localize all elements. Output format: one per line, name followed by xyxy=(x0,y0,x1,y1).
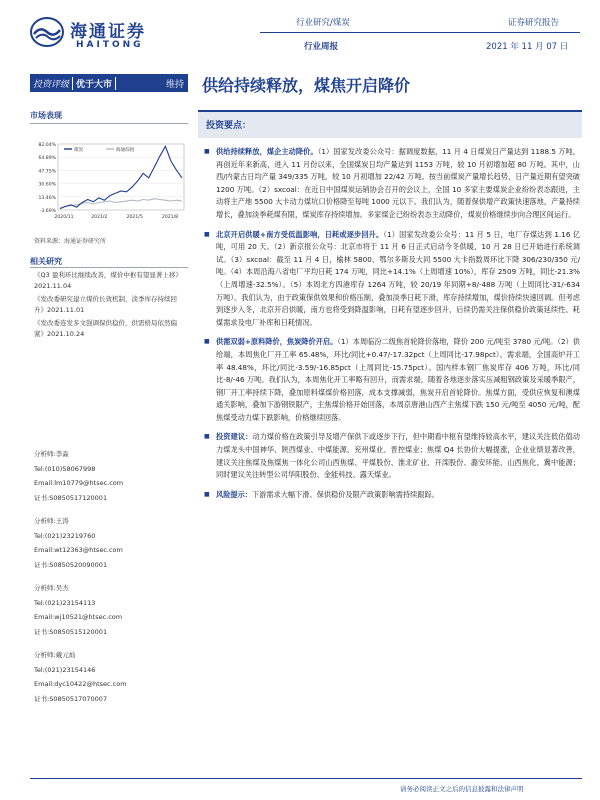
chart-source: 资料来源：海通证券研究所 xyxy=(34,238,107,245)
analyst-email[interactable]: Email:dyc10422@htsec.com xyxy=(34,680,127,688)
footer-divider xyxy=(30,778,582,779)
rating-change: 维持 xyxy=(165,79,184,90)
y-tick-label: 64.89% xyxy=(38,156,56,162)
y-tick-label: -3.69% xyxy=(39,209,56,214)
analyst-name: 分析师:戴元灿 xyxy=(34,651,76,659)
key-point-lead: 供需双弱+原料降价，焦炭降价开启。 xyxy=(216,337,338,347)
related-research-list xyxy=(34,270,186,340)
disclaimer-footer[interactable]: 请务必阅读正文之后的信息披露和法律声明 xyxy=(400,785,524,793)
report-category: 行业研究/煤炭 xyxy=(296,18,350,28)
rating-label: 投资评级 xyxy=(33,79,70,90)
y-tick-label: 30.60% xyxy=(38,182,56,188)
y-tick-label: 47.75% xyxy=(38,169,56,175)
legend-label: 海通综指 xyxy=(116,147,135,153)
logo-english-name: HAITONG xyxy=(76,40,144,50)
key-point-text: （1）国家发改委公众号：11 月 5 日，电厂存煤达到 1.16 亿吨，可用 20 天。（2）新京报公众号：北京市将于 11 月 6 日正式启动今冬供暖，10 月 28 日已开始进行系统调试。（3）sxcoal：截至 11 月 4 日，榆林 5800、鄂尔多斯及大同 5500 大卡指数周环比下降 306/230/350 元/吨。（4）本周沿海八省电厂平均日耗 174 万吨，同比+14.1%（上周增速 10%），库存 2509 万吨，同比-21.3%（上周增速-32.5%）。（5）本周北方四港库存 1264 万吨，较 20/19 年同期+8/-488 万吨（上周同比-31/-634 万吨）。我们认为，由于政策保供效果和价格压制，叠加淡季日耗下滑，库存持续增加，煤价持续快速回调。但考虑到逐步入冬，北京开启供暖，南方也将受到降温影响，日耗有望逐步回升，后续仍需关注保供稳价政策延续性、耗煤需求及电厂补库和日耗情况。 xyxy=(216,229,581,327)
analyst-card xyxy=(34,514,186,572)
legend-label: 煤炭 xyxy=(74,147,84,153)
analyst-cert: 证书:S0850520090001 xyxy=(34,560,108,569)
x-tick-label: 2021/2 xyxy=(91,215,108,220)
x-tick-label: 2021/5 xyxy=(126,215,143,220)
analyst-card xyxy=(34,581,186,639)
report-title: 供给持续释放，煤焦开启降价 xyxy=(202,76,411,95)
rating-value: 优于大市 xyxy=(72,77,116,90)
market-performance-chart xyxy=(30,136,188,222)
related-heading: 相关研究 xyxy=(30,257,62,266)
report-date: 2021 年 11 月 07 日 xyxy=(486,42,569,52)
key-point xyxy=(204,336,580,424)
related-item[interactable]: 《Q3 盈利环比继续改善，煤价中枢有望显著上移》2021.11.04 xyxy=(34,271,182,290)
analyst-name: 分析师:李淼 xyxy=(34,450,69,458)
analyst-cert: 证书:S0850515120001 xyxy=(34,627,108,636)
analyst-card xyxy=(34,447,186,505)
key-point xyxy=(204,229,580,330)
market-heading-rule xyxy=(30,123,188,124)
key-point-text: 下游需求大幅下滑、保供稳价及限产政策影响需持续跟踪。 xyxy=(251,489,439,499)
company-logo xyxy=(30,12,170,52)
analyst-email[interactable]: Email:wt12363@htsec.com xyxy=(34,546,123,554)
report-kind: 行业周报 xyxy=(304,42,339,52)
analyst-name: 分析师:王涛 xyxy=(34,517,69,525)
key-point-lead: 供给持续释放，煤企主动降价。 xyxy=(216,147,318,156)
related-item[interactable]: 《发改委研究建立煤价长效机制，淡季库存持续回升》2021.11.01 xyxy=(34,295,177,314)
y-tick-label: 82.04% xyxy=(38,143,56,148)
key-points-header xyxy=(198,110,582,138)
market-heading: 市场表现 xyxy=(30,111,62,120)
key-point xyxy=(204,489,580,502)
analyst-tel: Tel:(021)23219760 xyxy=(34,531,96,540)
investment-rating-bar xyxy=(30,74,188,92)
related-item[interactable]: 《发改委连发多文强调保供稳价，供需格局依然偏紧》2021.10.24 xyxy=(34,319,177,338)
key-point-text: （1）国家发改委公众号：据调度数据，11 月 4 日煤炭日产量达到 1188.5 万吨，再创近年来新高，进入 11 月份以来，全国煤炭日均产量达到 1153 万吨，较 10 月初增加超 80 万吨。其中，山西/内蒙古日均产量 349/335 万吨，较 10 月初增加 22/42 万吨。按当前煤炭产量增长趋势，日产量近期有望突破 1200 万吨。（2）sxcoal：在近日中国煤炭运销协会召开的会议上，全国 10 多家主要煤炭企业纷纷表态跟进，主动将主产地 5500 大卡动力煤坑口价格降至每吨 1000 元以下。我们认为，随着保供增产政策快速落地，产量持续增长，叠加淡季耗煤有限，煤炭库存持续增加。多家煤企已纷纷表态主动降价，煤炭价格继续步向合理区间运行。 xyxy=(216,147,580,219)
x-tick-label: 2020/11 xyxy=(54,215,74,220)
key-point xyxy=(204,146,580,222)
haitong-emblem-icon xyxy=(30,16,64,48)
x-tick-label: 2021/8 xyxy=(161,215,179,220)
header-divider xyxy=(260,32,580,33)
series-line xyxy=(60,199,182,208)
key-point-text: 动力煤价格在政策引导及增产保供下或逐步下行，但中期看中枢有望维持较高水平，建议关注低估值动力煤龙头中国神华、陕西煤业、中煤能源、兖州煤业、晋控煤业；焦煤 Q4 长协价大幅提涨，企业业绩显著改善，建议关注焦煤及焦煤焦一体化公司山西焦煤、平煤股份、淮北矿业、开滦股份、潞安环能、山西焦化、冀中能源；同时建议关注转型公司华阳股份、金能科技、露天煤业。 xyxy=(216,432,580,480)
key-points-body xyxy=(204,146,580,508)
analyst-list xyxy=(34,447,186,715)
y-tick-label: 13.46% xyxy=(38,195,56,201)
analyst-cert: 证书:S0850517070007 xyxy=(34,694,108,703)
key-point xyxy=(204,431,580,481)
analyst-cert: 证书:S0850517120001 xyxy=(34,493,108,502)
analyst-tel: Tel:(021)23154113 xyxy=(34,598,96,607)
key-point-lead: 风险提示： xyxy=(216,489,252,499)
analyst-email[interactable]: Email:wj10521@htsec.com xyxy=(34,613,123,621)
key-point-text: （1）本周临汾二级焦首轮降价落地，降价 200 元/吨至 3780 元/吨。（2）供给端，本周焦化厂开工率 65.48%，环比/同比+0.47/-17.32pct（上周同比-17.98pct）。需求端，全国高炉开工率 48.48%，环比/同比-3.59/-16.85pct（上周同比-15.75pct）。国内样本钢厂焦炭库存 406 万吨，环比/同比-8/-46 万吨。我们认为，本周焦化开工率略有回升，而需求端，随着各地逐步落实压减粗钢政策及采暖季限产，钢厂开工率持续下降，叠加原料煤煤价格回落，成本支撑减弱，焦炭开启首轮降价。焦煤方面，受供应恢复和澳煤通关影响，叠加下游钢铁限产，主焦煤价格开始回落，本周京唐港山西产主焦煤下跌 150 元/吨至 4050 元/吨，配焦煤受动力煤下跌影响，价格继续回落。 xyxy=(216,337,580,422)
key-points-title: 投资要点： xyxy=(206,121,252,131)
analyst-tel: Tel:(021)23154146 xyxy=(34,665,96,674)
logo-chinese-name: 海通证券 xyxy=(70,22,146,42)
key-point-lead: 北京开启供暖+南方受低温影响，日耗或逐步回升。 xyxy=(216,229,384,239)
report-brand: 证券研究报告 xyxy=(508,18,560,28)
analyst-name: 分析师:吴杰 xyxy=(34,584,69,592)
key-point-lead: 投资建议： xyxy=(216,432,253,442)
analyst-email[interactable]: Email:lm10779@htsec.com xyxy=(34,479,124,487)
related-heading-rule xyxy=(30,267,188,268)
analyst-card xyxy=(34,648,186,706)
series-line xyxy=(60,146,182,208)
analyst-tel: Tel:(010)58067998 xyxy=(34,464,96,473)
